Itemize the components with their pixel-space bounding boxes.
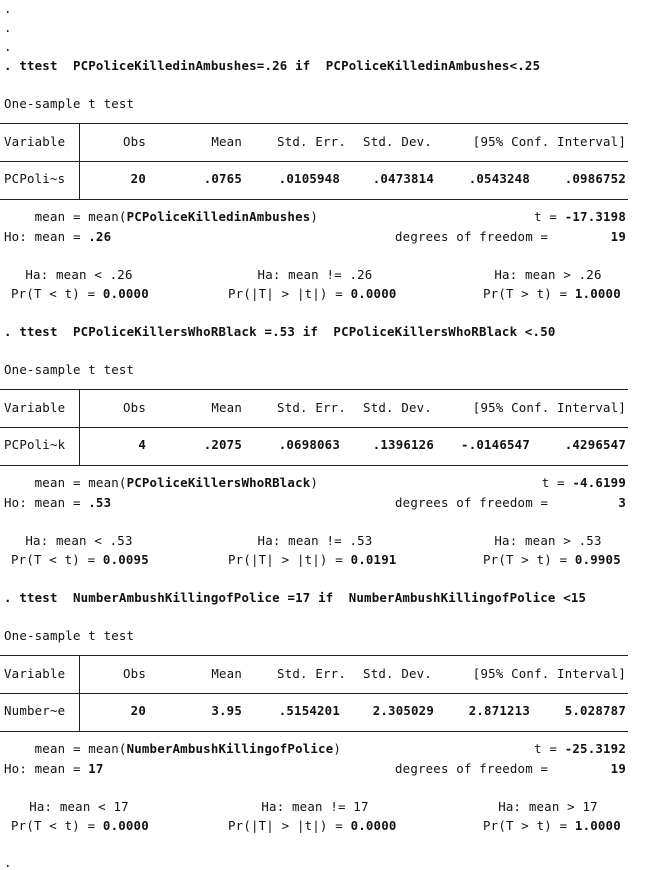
row-ci-high: 5.028787 <box>564 703 626 718</box>
p-value: 0.0000 <box>102 818 149 833</box>
p-value: 0.0000 <box>350 286 397 301</box>
p-label: Pr(|T| > |t|) = <box>228 818 351 833</box>
t-statistic <box>440 210 626 224</box>
row-ci-high: .4296547 <box>564 437 626 452</box>
df-value: 19 <box>610 761 626 776</box>
p-value-two-sided <box>228 819 397 833</box>
ho-value: .53 <box>88 495 112 510</box>
p-label: Pr(T > t) = <box>483 818 575 833</box>
row-obs: 20 <box>130 703 146 718</box>
t-label: t = <box>534 209 565 224</box>
command-line <box>4 325 556 339</box>
null-hypothesis <box>4 230 111 244</box>
p-value-two-sided <box>228 287 397 301</box>
row-std-dev: .0473814 <box>372 171 434 186</box>
prompt-dot: . <box>4 20 12 35</box>
row-obs: 20 <box>130 171 146 186</box>
mean-definition <box>4 742 341 756</box>
p-value-less <box>11 553 149 567</box>
p-label: Pr(T > t) = <box>483 552 575 567</box>
p-value: 1.0000 <box>574 286 621 301</box>
row-obs: 4 <box>138 437 146 452</box>
p-label: Pr(T < t) = <box>11 286 103 301</box>
ha-greater: Ha: mean > .26 <box>494 267 602 282</box>
ha-not-equal: Ha: mean != .53 <box>257 533 373 548</box>
ho-label: Ho: mean = <box>4 495 89 510</box>
header-obs: Obs <box>123 400 146 415</box>
null-hypothesis <box>4 762 104 776</box>
command-mid: =17 if <box>279 590 349 605</box>
command-prefix: . ttest <box>4 590 73 605</box>
mean-def-variable: PCPoliceKillersWhoRBlack <box>126 475 311 490</box>
p-value-less <box>11 819 149 833</box>
ho-label: Ho: mean = <box>4 761 89 776</box>
header-variable: Variable <box>4 400 66 415</box>
ho-value: .26 <box>88 229 112 244</box>
ha-not-equal: Ha: mean != 17 <box>261 799 369 814</box>
header-obs: Obs <box>123 666 146 681</box>
table-column-divider <box>79 655 80 731</box>
header-obs: Obs <box>123 134 146 149</box>
p-value: 1.0000 <box>574 818 621 833</box>
header-std-err: Std. Err. <box>277 400 346 415</box>
row-variable: PCPoli~s <box>4 171 66 186</box>
df-value: 3 <box>618 495 626 510</box>
p-value-greater <box>483 287 621 301</box>
t-value: -4.6199 <box>572 475 626 490</box>
command-line <box>4 591 586 605</box>
p-value: 0.9905 <box>574 552 621 567</box>
mean-def-prefix: mean = mean( <box>4 741 127 756</box>
row-ci-high: .0986752 <box>564 171 626 186</box>
row-ci-low: .0543248 <box>468 171 530 186</box>
df-label: degrees of freedom = <box>395 495 556 510</box>
mean-def-suffix: ) <box>310 475 319 490</box>
table-rule-mid <box>0 693 628 694</box>
p-value: 0.0000 <box>350 818 397 833</box>
t-value: -17.3198 <box>564 209 626 224</box>
df-value: 19 <box>610 229 626 244</box>
mean-def-suffix: ) <box>310 209 319 224</box>
mean-definition <box>4 476 318 490</box>
table-rule-top <box>0 123 628 124</box>
command-prefix: . ttest <box>4 58 73 73</box>
row-std-err: .0105948 <box>278 171 340 186</box>
command-condition: NumberAmbushKillingofPolice <15 <box>348 590 587 605</box>
table-rule-top <box>0 655 628 656</box>
mean-definition <box>4 210 318 224</box>
row-mean: .0765 <box>203 171 242 186</box>
header-std-err: Std. Err. <box>277 134 346 149</box>
test-title: One-sample t test <box>4 96 135 111</box>
p-label: Pr(T < t) = <box>11 552 103 567</box>
header-conf-interval: [95% Conf. Interval] <box>472 134 626 149</box>
p-value: 0.0095 <box>102 552 149 567</box>
t-label: t = <box>534 741 565 756</box>
prompt-dot[interactable]: . <box>4 855 12 870</box>
ho-value: 17 <box>88 761 104 776</box>
p-label: Pr(T > t) = <box>483 286 575 301</box>
row-std-err: .5154201 <box>278 703 340 718</box>
p-value-two-sided <box>228 553 397 567</box>
p-value-less <box>11 287 149 301</box>
t-value: -25.3192 <box>564 741 626 756</box>
row-mean: .2075 <box>203 437 242 452</box>
mean-def-prefix: mean = mean( <box>4 209 127 224</box>
ha-greater: Ha: mean > 17 <box>498 799 598 814</box>
command-prefix: . ttest <box>4 324 73 339</box>
table-rule-mid <box>0 427 628 428</box>
prompt-dot: . <box>4 39 12 54</box>
test-title: One-sample t test <box>4 628 135 643</box>
header-std-err: Std. Err. <box>277 666 346 681</box>
mean-def-suffix: ) <box>333 741 342 756</box>
t-statistic <box>440 476 626 490</box>
command-mid: =.53 if <box>256 324 334 339</box>
df-label: degrees of freedom = <box>395 761 556 776</box>
row-std-err: .0698063 <box>278 437 340 452</box>
row-ci-low: 2.871213 <box>468 703 530 718</box>
ha-less: Ha: mean < .26 <box>25 267 133 282</box>
row-mean: 3.95 <box>211 703 242 718</box>
p-value: 0.0000 <box>102 286 149 301</box>
header-conf-interval: [95% Conf. Interval] <box>472 666 626 681</box>
null-hypothesis <box>4 496 111 510</box>
command-condition: PCPoliceKilledinAmbushes<.25 <box>325 58 541 73</box>
command-condition: PCPoliceKillersWhoRBlack <.50 <box>333 324 556 339</box>
p-label: Pr(|T| > |t|) = <box>228 286 351 301</box>
prompt-dot: . <box>4 1 12 16</box>
row-variable: PCPoli~k <box>4 437 66 452</box>
ho-label: Ho: mean = <box>4 229 89 244</box>
p-label: Pr(|T| > |t|) = <box>228 552 351 567</box>
p-label: Pr(T < t) = <box>11 818 103 833</box>
mean-def-variable: PCPoliceKilledinAmbushes <box>126 209 311 224</box>
table-column-divider <box>79 389 80 465</box>
table-rule-mid <box>0 161 628 162</box>
table-rule-top <box>0 389 628 390</box>
header-mean: Mean <box>211 134 242 149</box>
row-std-dev: 2.305029 <box>372 703 434 718</box>
header-variable: Variable <box>4 666 66 681</box>
p-value-greater <box>483 553 621 567</box>
ha-less: Ha: mean < 17 <box>29 799 129 814</box>
table-column-divider <box>79 123 80 199</box>
test-title: One-sample t test <box>4 362 135 377</box>
t-label: t = <box>541 475 573 490</box>
row-ci-low: -.0146547 <box>461 437 530 452</box>
command-variable: NumberAmbushKillingofPolice <box>72 590 280 605</box>
p-value-greater <box>483 819 621 833</box>
table-rule-bottom <box>0 465 628 466</box>
mean-def-prefix: mean = mean( <box>4 475 127 490</box>
header-variable: Variable <box>4 134 66 149</box>
table-rule-bottom <box>0 199 628 200</box>
command-line <box>4 59 540 73</box>
command-variable: PCPoliceKillersWhoRBlack <box>72 324 257 339</box>
t-statistic <box>440 742 626 756</box>
ha-less: Ha: mean < .53 <box>25 533 133 548</box>
row-std-dev: .1396126 <box>372 437 434 452</box>
header-mean: Mean <box>211 400 242 415</box>
ha-not-equal: Ha: mean != .26 <box>257 267 373 282</box>
ha-greater: Ha: mean > .53 <box>494 533 602 548</box>
mean-def-variable: NumberAmbushKillingofPolice <box>126 741 334 756</box>
header-conf-interval: [95% Conf. Interval] <box>472 400 626 415</box>
table-rule-bottom <box>0 731 628 732</box>
header-std-dev: Std. Dev. <box>363 134 432 149</box>
command-mid: =.26 if <box>256 58 326 73</box>
command-variable: PCPoliceKilledinAmbushes <box>72 58 257 73</box>
header-std-dev: Std. Dev. <box>363 400 432 415</box>
header-mean: Mean <box>211 666 242 681</box>
header-std-dev: Std. Dev. <box>363 666 432 681</box>
row-variable: Number~e <box>4 703 66 718</box>
p-value: 0.0191 <box>350 552 397 567</box>
df-label: degrees of freedom = <box>395 229 556 244</box>
